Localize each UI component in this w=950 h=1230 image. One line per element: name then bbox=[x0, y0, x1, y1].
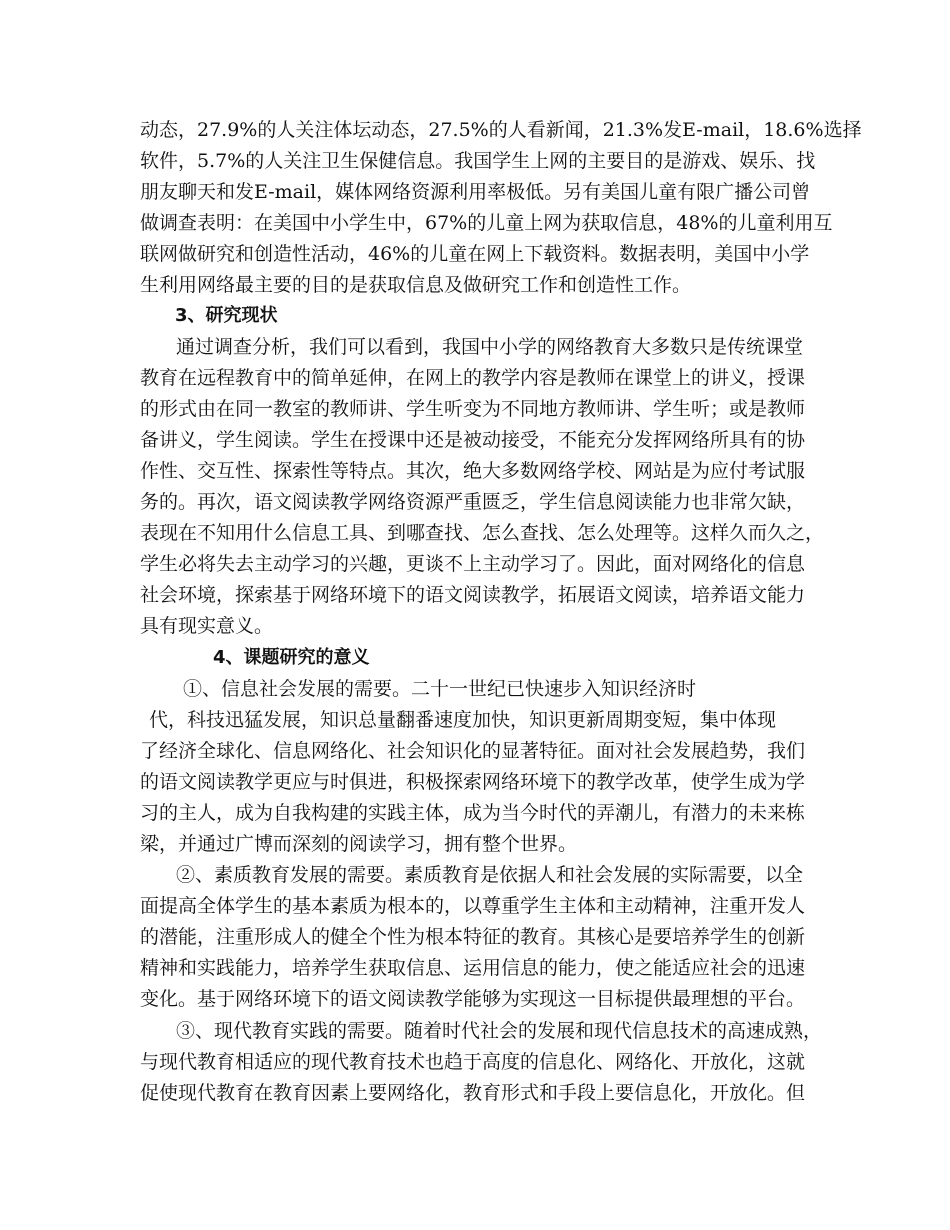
text-line: 精神和实践能力，培养学生获取信息、运用信息的能力，使之能适应社会的迅速 bbox=[140, 957, 806, 979]
text-line: 代，科技迅猛发展，知识总量翻番速度加快，知识更新周期变短，集中体现 bbox=[149, 709, 777, 731]
text-line: 变化。基于网络环境下的语文阅读教学能够为实现这一目标提供最理想的平台。 bbox=[140, 988, 806, 1010]
text-line: 的语文阅读教学更应与时俱进，积极探索网络环境下的教学改革，使学生成为学 bbox=[140, 771, 806, 793]
paragraph-first-line: ②、素质教育发展的需要。素质教育是依据人和社会发展的实际需要，以全 bbox=[176, 864, 804, 886]
text-line: 备讲义，学生阅读。学生在授课中还是被动接受，不能充分发挥网络所具有的协 bbox=[140, 429, 806, 451]
section-heading: 4、课题研究的意义 bbox=[213, 647, 370, 668]
paragraph-first-line: ③、现代教育实践的需要。随着时代社会的发展和现代信息技术的高速成熟， bbox=[176, 1020, 823, 1042]
paragraph-first-line: ①、信息社会发展的需要。二十一世纪已快速步入知识经济时 bbox=[183, 678, 697, 700]
text-line: 社会环境，探索基于网络环境下的语文阅读教学，拓展语文阅读，培养语文能力 bbox=[140, 584, 806, 606]
text-line: 做调查表明：在美国中小学生中，67%的儿童上网为获取信息，48%的儿童利用互 bbox=[140, 212, 833, 234]
text-line: 动态，27.9%的人关注体坛动态，27.5%的人看新闻，21.3%发E-mail，18.6%选择 bbox=[140, 119, 862, 141]
text-line: 表现在不知用什么信息工具、到哪查找、怎么查找、怎么处理等。这样久而久之， bbox=[140, 522, 825, 544]
text-line: 朋友聊天和发E-mail，媒体网络资源利用率极低。另有美国儿童有限广播公司曾 bbox=[140, 181, 811, 203]
text-line: 促使现代教育在教育因素上要网络化，教育形式和手段上要信息化，开放化。但 bbox=[140, 1082, 806, 1104]
text-line: 软件，5.7%的人关注卫生保健信息。我国学生上网的主要目的是游戏、娱乐、找 bbox=[140, 150, 816, 172]
text-line: 联网做研究和创造性活动，46%的儿童在网上下载资料。数据表明，美国中小学 bbox=[140, 243, 810, 265]
text-line: 生利用网络最主要的目的是获取信息及做研究工作和创造性工作。 bbox=[140, 274, 692, 296]
text-line: 了经济全球化、信息网络化、社会知识化的显著特征。面对社会发展趋势，我们 bbox=[140, 740, 806, 762]
text-line: 具有现实意义。 bbox=[140, 615, 274, 637]
text-line: 教育在远程教育中的简单延伸，在网上的教学内容是教师在课堂上的讲义，授课 bbox=[140, 367, 806, 389]
text-line: 的潜能，注重形成人的健全个性为根本特征的教育。其核心是要培养学生的创新 bbox=[140, 926, 806, 948]
text-line: 梁，并通过广博而深刻的阅读学习，拥有整个世界。 bbox=[140, 833, 578, 855]
text-line: 面提高全体学生的基本素质为根本的，以尊重学生主体和主动精神，注重开发人 bbox=[140, 895, 806, 917]
text-line: 务的。再次，语文阅读教学网络资源严重匮乏，学生信息阅读能力也非常欠缺， bbox=[140, 491, 806, 513]
text-line: 习的主人，成为自我构建的实践主体，成为当今时代的弄潮儿，有潜力的未来栋 bbox=[140, 802, 806, 824]
section-heading: 3、研究现状 bbox=[175, 305, 278, 326]
paragraph-first-line: 通过调查分析，我们可以看到，我国中小学的网络教育大多数只是传统课堂 bbox=[176, 336, 804, 358]
text-line: 学生必将失去主动学习的兴趣，更谈不上主动学习了。因此，面对网络化的信息 bbox=[140, 553, 806, 575]
text-line: 与现代教育相适应的现代教育技术也趋于高度的信息化、网络化、开放化，这就 bbox=[140, 1051, 806, 1073]
text-line: 的形式由在同一教室的教师讲、学生听变为不同地方教师讲、学生听；或是教师 bbox=[140, 398, 806, 420]
text-line: 作性、交互性、探索性等特点。其次，绝大多数网络学校、网站是为应付考试服 bbox=[140, 460, 806, 482]
